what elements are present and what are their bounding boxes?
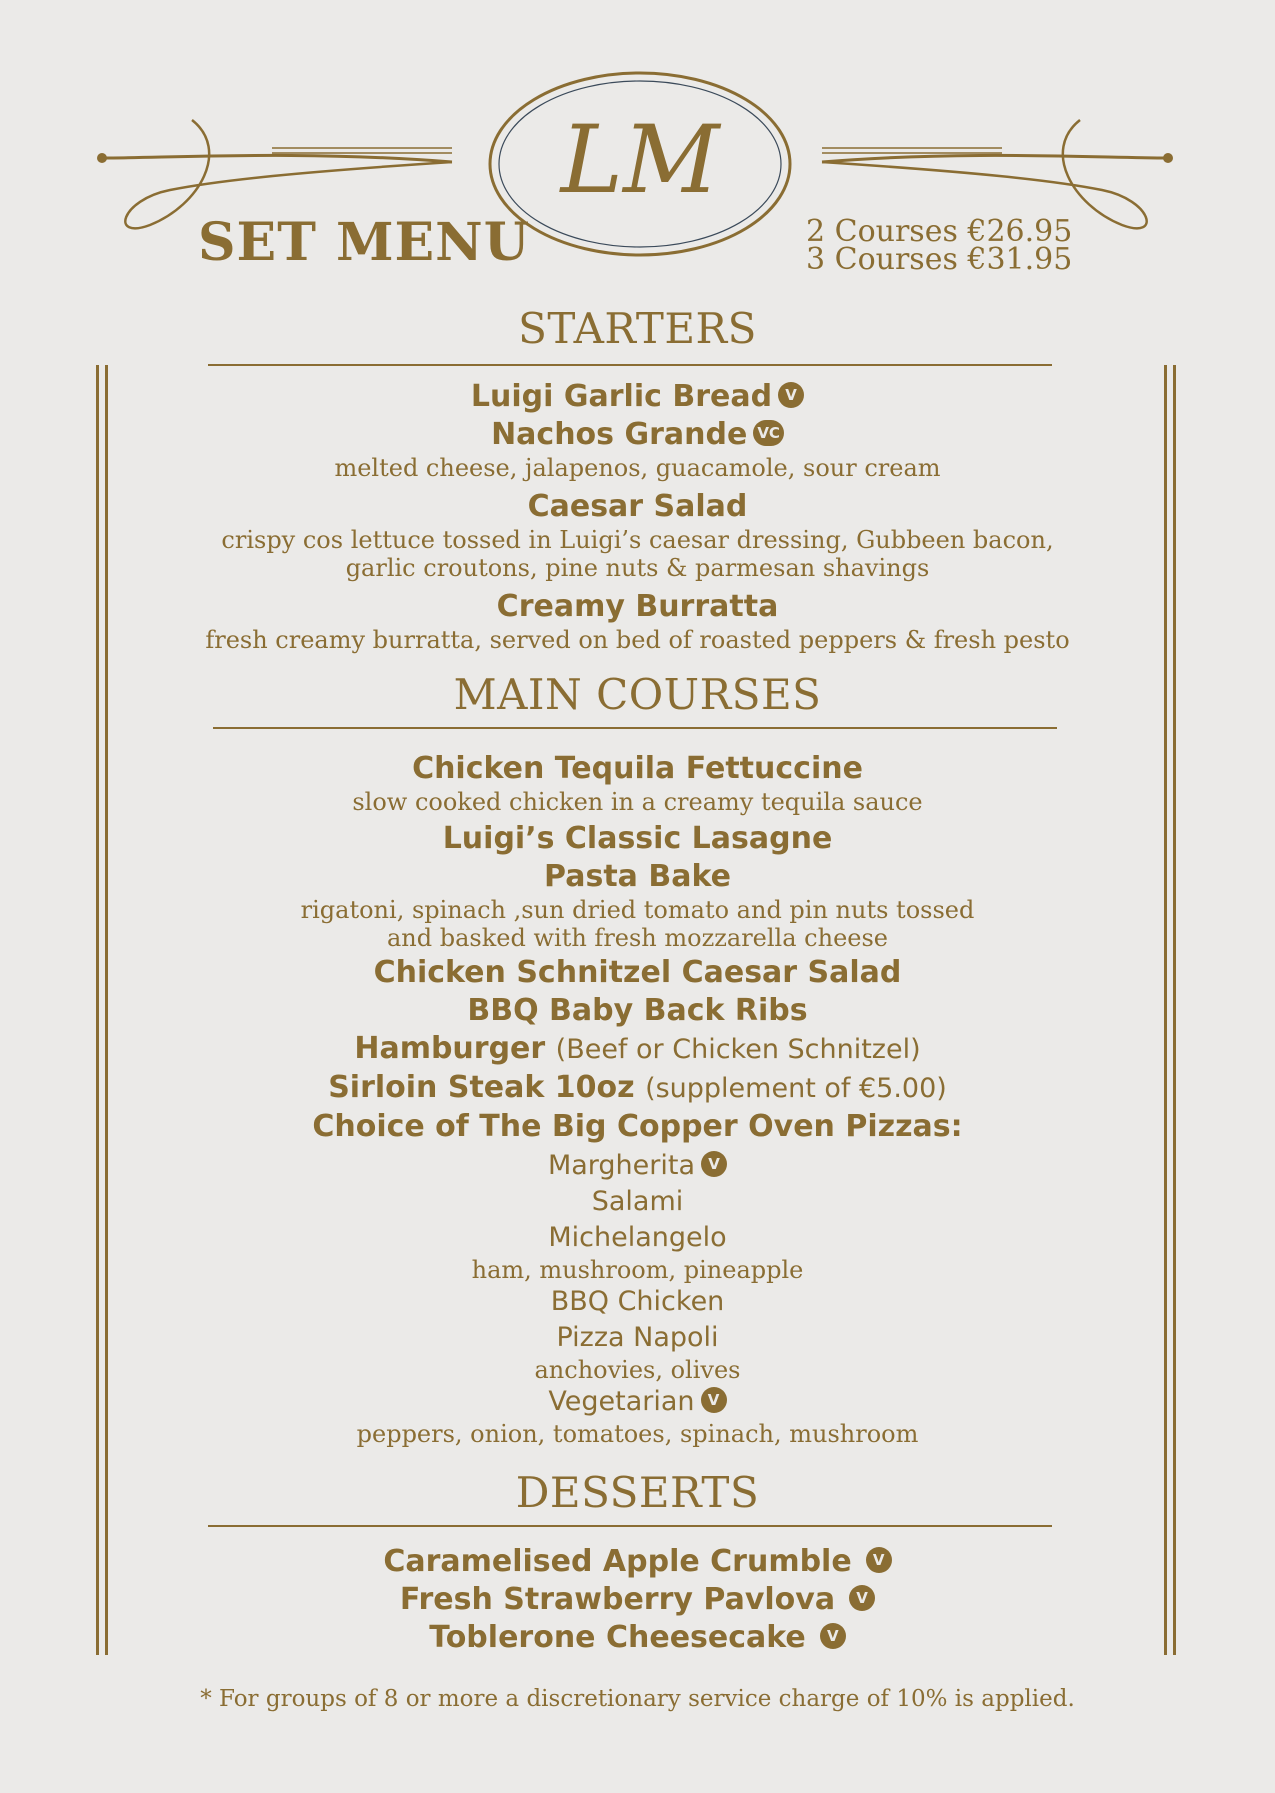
dish-burratta: Creamy Burratta xyxy=(496,589,779,624)
dish-hamburger: Hamburger (Beef or Chicken Schnitzel) xyxy=(354,1031,921,1066)
vegetarian-badge-icon: V xyxy=(866,1547,892,1573)
vegetarian-badge-icon: V xyxy=(778,382,804,408)
mains-heading: MAIN COURSES xyxy=(453,670,822,719)
pizza-michelangelo: Michelangelo xyxy=(548,1222,727,1253)
dish-toblerone-cheesecake: Toblerone Cheesecake V xyxy=(0,1619,1275,1657)
dish-garlic-bread: Luigi Garlic Bread V xyxy=(0,378,1275,416)
pizza-napoli: Pizza Napoli xyxy=(556,1322,719,1353)
pizza-margherita: Margherita V xyxy=(0,1148,1275,1184)
pizza-salami: Salami xyxy=(591,1186,684,1217)
dish-description: slow cooked chicken in a creamy tequila sauce xyxy=(352,788,923,816)
desserts-heading: DESSERTS xyxy=(515,1468,760,1517)
pizza-description: anchovies, olives xyxy=(534,1356,741,1384)
mains-divider xyxy=(213,727,1057,729)
dish-caesar-salad: Caesar Salad xyxy=(527,489,748,524)
price-two-courses: 2 Courses €26.95 xyxy=(806,214,1073,249)
desserts-list xyxy=(0,1543,1275,1657)
monogram-logo: LM xyxy=(560,106,720,215)
dish-lasagne: Luigi’s Classic Lasagne xyxy=(442,821,833,856)
dish-description: and basked with fresh mozzarella cheese xyxy=(387,924,888,952)
set-menu-title: SET MENU xyxy=(198,212,531,273)
dish-note: (supplement of €5.00) xyxy=(645,1073,947,1104)
pizza-bbq-chicken: BBQ Chicken xyxy=(550,1286,725,1317)
dish-tequila-fettuccine: Chicken Tequila Fettuccine xyxy=(412,751,863,786)
dish-pasta-bake: Pasta Bake xyxy=(544,859,731,894)
course-prices xyxy=(806,214,1073,277)
dish-nachos: Nachos Grande VC xyxy=(0,416,1275,454)
vegetarian-badge-icon: V xyxy=(820,1623,846,1649)
dish-schnitzel-caesar: Chicken Schnitzel Caesar Salad xyxy=(373,955,902,990)
dish-description: rigatoni, spinach ,sun dried tomato and pin nuts tossed xyxy=(300,896,975,924)
dish-note: (Beef or Chicken Schnitzel) xyxy=(555,1034,921,1065)
mains-list xyxy=(0,750,1275,1448)
starters-divider xyxy=(208,364,1052,366)
dish-pizza-choice: Choice of The Big Copper Oven Pizzas: xyxy=(312,1109,963,1144)
vegan-coeliac-badge-icon: VC xyxy=(753,420,784,446)
vegetarian-badge-icon: V xyxy=(849,1585,875,1611)
price-three-courses: 3 Courses €31.95 xyxy=(806,242,1073,277)
pizza-description: ham, mushroom, pineapple xyxy=(471,1256,804,1284)
pizza-description: peppers, onion, tomatoes, spinach, mushroom xyxy=(356,1420,919,1448)
starters-heading: STARTERS xyxy=(518,304,757,353)
dish-sirloin: Sirloin Steak 10oz (supplement of €5.00) xyxy=(328,1070,947,1105)
vegetarian-badge-icon: V xyxy=(701,1151,727,1177)
dish-description: crispy cos lettuce tossed in Luigi’s caesar dressing, Gubbeen bacon, xyxy=(221,526,1054,554)
vegetarian-badge-icon: V xyxy=(701,1387,727,1413)
dish-strawberry-pavlova: Fresh Strawberry Pavlova V xyxy=(0,1581,1275,1619)
dish-apple-crumble: Caramelised Apple Crumble V xyxy=(0,1543,1275,1581)
dish-description: fresh creamy burratta, served on bed of roasted peppers & fresh pesto xyxy=(205,626,1070,654)
dish-description: garlic croutons, pine nuts & parmesan shavings xyxy=(345,554,930,582)
starters-list xyxy=(0,378,1275,654)
pizza-vegetarian: Vegetarian V xyxy=(0,1384,1275,1420)
dish-description: melted cheese, jalapenos, guacamole, sour cream xyxy=(334,454,941,482)
service-charge-footnote: * For groups of 8 or more a discretionary service charge of 10% is applied. xyxy=(200,1686,1075,1712)
dish-bbq-ribs: BBQ Baby Back Ribs xyxy=(467,993,808,1028)
desserts-divider xyxy=(208,1525,1052,1527)
